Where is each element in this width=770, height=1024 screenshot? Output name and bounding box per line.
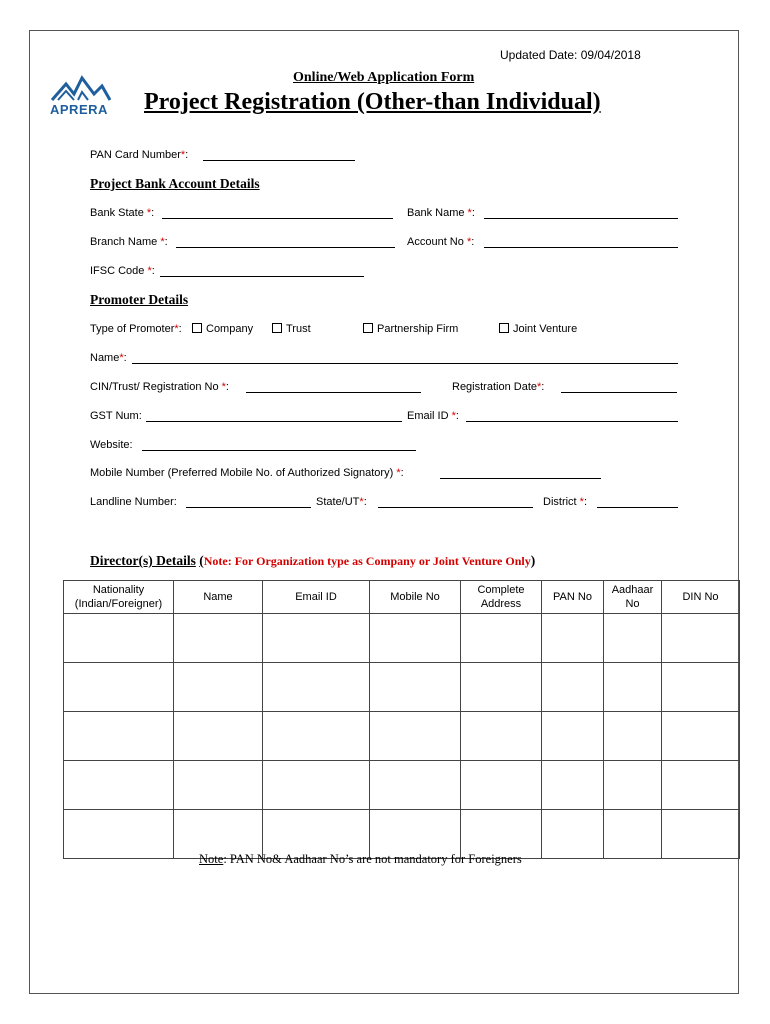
- state-ut-field[interactable]: [378, 507, 533, 508]
- table-cell[interactable]: [662, 712, 740, 761]
- table-cell[interactable]: [604, 663, 662, 712]
- table-cell[interactable]: [263, 712, 370, 761]
- table-cell[interactable]: [174, 614, 263, 663]
- table-cell[interactable]: [461, 663, 542, 712]
- form-subtitle: Online/Web Application Form: [293, 70, 475, 85]
- updated-date: Updated Date: 09/04/2018: [500, 48, 641, 62]
- bank-state-label: Bank State *:: [90, 207, 155, 219]
- table-cell[interactable]: [370, 712, 461, 761]
- table-row: [64, 712, 740, 761]
- col-name: Name: [174, 581, 263, 614]
- checkbox-icon[interactable]: [499, 323, 509, 333]
- footnote: Note: PAN No& Aadhaar No’s are not mandatory for Foreigners: [199, 852, 522, 866]
- name-label: Name*:: [90, 352, 127, 364]
- col-din-no: DIN No: [662, 581, 740, 614]
- table-cell[interactable]: [604, 761, 662, 810]
- table-cell[interactable]: [542, 663, 604, 712]
- col-complete-address: Complete Address: [461, 581, 542, 614]
- checkbox-icon[interactable]: [192, 323, 202, 333]
- website-label: Website:: [90, 439, 133, 451]
- table-cell[interactable]: [662, 761, 740, 810]
- col-mobile-no: Mobile No: [370, 581, 461, 614]
- account-no-label: Account No *:: [407, 236, 475, 248]
- logo-text: APRERA: [50, 102, 108, 117]
- table-cell[interactable]: [542, 712, 604, 761]
- table-cell[interactable]: [461, 761, 542, 810]
- bank-name-field[interactable]: [484, 218, 678, 219]
- col-nationality: Nationality (Indian/Foreigner): [64, 581, 174, 614]
- ifsc-code-label: IFSC Code *:: [90, 265, 155, 277]
- pan-card-field[interactable]: [203, 160, 355, 161]
- table-cell[interactable]: [64, 761, 174, 810]
- table-cell[interactable]: [370, 614, 461, 663]
- table-cell[interactable]: [542, 810, 604, 859]
- table-cell[interactable]: [64, 663, 174, 712]
- directors-note: Note: For Organization type as Company or Joint Venture Only: [203, 554, 531, 568]
- gst-num-field[interactable]: [146, 421, 402, 422]
- table-header-row: [64, 581, 740, 614]
- page-title: Project Registration (Other-than Individual): [144, 89, 601, 115]
- registration-date-label: Registration Date*:: [452, 381, 545, 393]
- col-email-id: Email ID: [263, 581, 370, 614]
- table-cell[interactable]: [662, 663, 740, 712]
- table-cell[interactable]: [370, 761, 461, 810]
- promoter-section-heading: Promoter Details: [90, 292, 189, 307]
- promoter-option-trust[interactable]: Trust: [272, 323, 311, 335]
- directors-table: [63, 580, 740, 859]
- gst-num-label: GST Num:: [90, 410, 142, 422]
- bank-name-label: Bank Name *:: [407, 207, 475, 219]
- table-cell[interactable]: [542, 614, 604, 663]
- branch-name-field[interactable]: [176, 247, 395, 248]
- landline-field[interactable]: [186, 507, 311, 508]
- email-id-label: Email ID *:: [407, 410, 459, 422]
- table-cell[interactable]: [662, 614, 740, 663]
- bank-section-heading: Project Bank Account Details: [90, 176, 260, 191]
- mobile-number-label: Mobile Number (Preferred Mobile No. of Authorized Signatory) *:: [90, 467, 404, 479]
- directors-heading: Director(s) Details (Note: For Organization type as Company or Joint Venture Only): [90, 553, 536, 568]
- account-no-field[interactable]: [484, 247, 678, 248]
- pan-card-label: PAN Card Number*:: [90, 149, 189, 161]
- table-row: [64, 761, 740, 810]
- bank-state-field[interactable]: [162, 218, 393, 219]
- table-cell[interactable]: [461, 712, 542, 761]
- col-aadhaar-no: Aadhaar No: [604, 581, 662, 614]
- table-cell[interactable]: [263, 663, 370, 712]
- email-id-field[interactable]: [466, 421, 678, 422]
- col-pan-no: PAN No: [542, 581, 604, 614]
- landline-label: Landline Number:: [90, 496, 177, 508]
- promoter-option-partnership[interactable]: Partnership Firm: [363, 323, 458, 335]
- table-cell[interactable]: [263, 761, 370, 810]
- ifsc-code-field[interactable]: [160, 276, 364, 277]
- cin-field[interactable]: [246, 392, 421, 393]
- branch-name-label: Branch Name *:: [90, 236, 168, 248]
- table-cell[interactable]: [174, 712, 263, 761]
- table-cell[interactable]: [604, 614, 662, 663]
- table-cell[interactable]: [64, 712, 174, 761]
- name-field[interactable]: [132, 363, 678, 364]
- district-field[interactable]: [597, 507, 678, 508]
- promoter-option-joint-venture[interactable]: Joint Venture: [499, 323, 577, 335]
- checkbox-icon[interactable]: [363, 323, 373, 333]
- table-cell[interactable]: [370, 663, 461, 712]
- type-of-promoter-label: Type of Promoter*:: [90, 323, 182, 335]
- table-cell[interactable]: [174, 761, 263, 810]
- district-label: District *:: [543, 496, 588, 508]
- table-cell[interactable]: [263, 614, 370, 663]
- table-row: [64, 614, 740, 663]
- table-cell[interactable]: [604, 810, 662, 859]
- cin-label: CIN/Trust/ Registration No *:: [90, 381, 229, 393]
- table-row: [64, 663, 740, 712]
- table-cell[interactable]: [64, 614, 174, 663]
- checkbox-icon[interactable]: [272, 323, 282, 333]
- table-cell[interactable]: [604, 712, 662, 761]
- promoter-option-company[interactable]: Company: [192, 323, 253, 335]
- registration-date-field[interactable]: [561, 392, 677, 393]
- table-cell[interactable]: [461, 614, 542, 663]
- table-cell[interactable]: [174, 663, 263, 712]
- state-ut-label: State/UT*:: [316, 496, 367, 508]
- table-cell[interactable]: [542, 761, 604, 810]
- table-cell[interactable]: [662, 810, 740, 859]
- website-field[interactable]: [142, 450, 416, 451]
- table-cell[interactable]: [64, 810, 174, 859]
- mobile-number-field[interactable]: [440, 478, 601, 479]
